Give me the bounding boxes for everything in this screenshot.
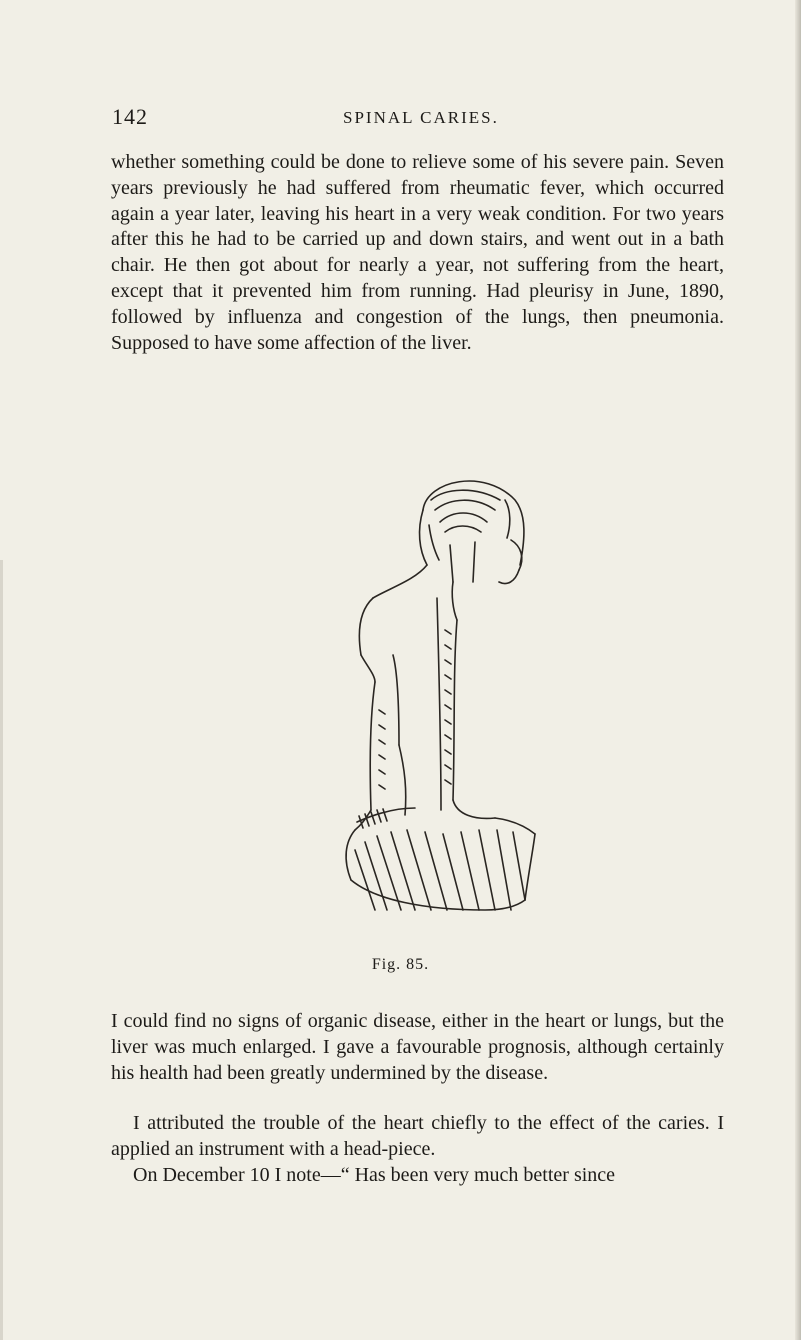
running-head (0, 104, 801, 134)
page-edge-right (795, 0, 801, 1340)
body-paragraph-4: On December 10 I note—“ Has been very much better since (133, 1164, 616, 1186)
body-paragraph-2: I could find no signs of organic disease, either in the heart or lungs, but the liver was much enlarged. I gave a favourable prognosis, although certainly his health had been greatly undermined by the disease. (111, 1010, 724, 1084)
figure-caption: Fig. 85. (371, 956, 430, 973)
seated-patient-illustration (335, 470, 555, 930)
page-number: 142 (112, 104, 148, 129)
running-title: SPINAL CARIES. (343, 108, 499, 127)
page-edge-left (0, 560, 3, 1340)
figure-illustration (335, 470, 555, 930)
body-paragraph-3: I attributed the trouble of the heart chiefly to the effect of the caries. I applied an instrument with a head-piece. (111, 1112, 724, 1160)
body-paragraph-1: whether something could be done to relieve some of his severe pain. Seven years previously he had suffered from rheumatic fever, which occurred again a year later, leaving his heart in a very weak condition. For two years after this he had to be carried up and down stairs, and went out in a bath chair. He then got about for nearly a year, not suffering from the heart, except that it prevented him from running. Had pleurisy in June, 1890, followed by influenza and congestion of the lungs, then pneumonia. Supposed to have some affection of the liver. (111, 151, 724, 354)
